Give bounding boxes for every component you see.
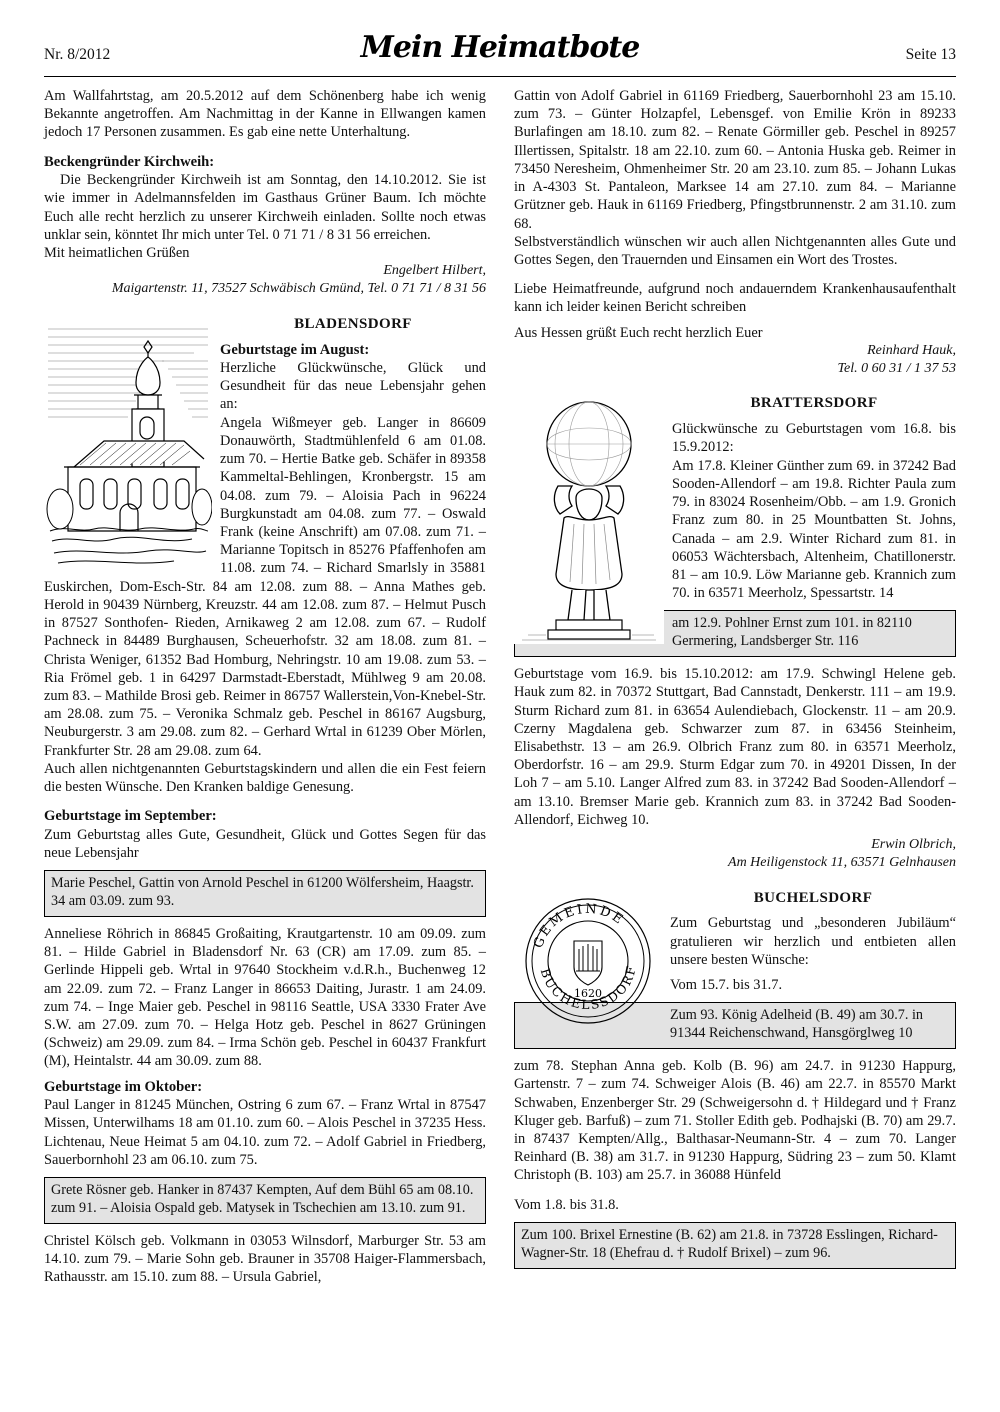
signature-name: Engelbert Hilbert, [383, 263, 486, 279]
left-column [44, 87, 486, 1286]
publication-title: Mein Heimatbote [360, 30, 640, 65]
masthead [44, 30, 956, 70]
two-column-body [44, 87, 956, 1286]
hauk-signature-name: Reinhard Hauk, [867, 342, 956, 358]
intro-paragraph: Am Wallfahrtstag, am 20.5.2012 auf dem Schönenberg habe ich wenig Bekannte angetroffen. Am Nachmittag in der Kanne in Ellwangen kamen jedoch 17 Personen zusammen. Es gab eine nette Unterhaltung. [44, 88, 486, 141]
oktober-highlight-box: Grete Rösner geb. Hanker in 87437 Kempten, Auf dem Bühl 65 am 08.10. zum 91. – Aloisia Ospald geb. Matysek in Tschechien am 13.10. zum 91. [44, 1177, 486, 1224]
statue-illustration [514, 394, 664, 644]
september-intro: Zum Geburtstag alles Gute, Gesundheit, Glück und Gottes Segen für das neue Lebensjahr [44, 826, 486, 861]
buchelsdorf-heading: BUCHELSDORF [753, 889, 873, 906]
august-closing: Auch allen nichtgenannten Geburtstagskindern und allen die ein Fest feiern die besten Wünsche. Den Kranken baldige Genesung. [44, 760, 486, 796]
continued-birthdays: Gattin von Adolf Gabriel in 61169 Friedberg, Sauerbornhohl 23 am 15.10. zum 73. – Günter Holzapfel, Lebensgef. von Emilie Krön in 89233 Burlafingen am 18.10. zum 82. – Renate Görmiller geb. Peschel in 89257 Illertissen, Spitalstr. 18 am 22.10. zum 60. – Antonia Huska geb. Reimer in 73450 Neresheim, Ohmenheimer Str. 20 am 23.10. zum 85. – Johann Lukas in A-4303 St. Pantaleon, Marksee 14 am 27.10. zum 84. – Marianne Grützner geb. Hauk in 61169 Friedberg, Pfingstbrunnenstr. 2 am 31.10. zum 68. [514, 88, 956, 232]
general-wishes: Selbstverständlich wünschen wir auch allen Nichtgenannten alles Gute und Gottes Segen, den Trauernden und Einsamen ein Wort des Trostes. [514, 233, 956, 268]
signature-address: Maigartenstr. 11, 73527 Schwäbisch Gmünd, Tel. 0 71 71 / 8 31 56 [111, 281, 486, 297]
september-heading: Geburtstage im September: [44, 808, 217, 825]
buchelsdorf-highlight-box-1: Zum 93. König Adelheid (B. 49) am 30.7. in 91344 Reichenschwand, Hansgörglweg 10 [514, 1002, 956, 1049]
september-body: Anneliese Röhrich in 86845 Großaiting, Krautgartenstr. 10 am 09.09. zum 81. – Hilde Gabriel in Bladensdorf Nr. 63 (CR) am 17.09. zum 85. – Gerlinde Hippeli geb. Wrtal in 97640 Stockheim v.d.R.h., Buchenweg 12 am 22.09. zum 72. – Franz Langer in 86653 Daiting, Jurastr. 1 am 24.09. zum 74. – Inge Maier geb. Peschel in 98116 Seattle, USA 3330 Frater Ave S.W. am 27.09. zum 70. – Helga Hotz geb. Peschel in 8627 Grüningen (Schweiz) am 29.09. zum 84. – Irma Schön geb. Peschel in 60437 Frankfurt (M), Heintalstr. 44 am 30.09. zum 88. [44, 925, 486, 1070]
masthead-rule [44, 76, 956, 77]
editor-note-2: Aus Hessen grüßt Euch recht herzlich Euer [514, 324, 763, 341]
page-number: Seite 13 [905, 46, 956, 63]
august-intro: Herzliche Glückwünsche, Glück und Gesundheit für das neue Lebensjahr gehen an: [220, 360, 486, 413]
editor-note-1: Liebe Heimatfreunde, aufgrund noch andauerndem Krankenhausaufenthalt kann ich leider keinen Bericht schreiben [514, 281, 956, 316]
september-highlight-box: Marie Peschel, Gattin von Arnold Peschel in 61200 Wölfersheim, Haagstr. 34 am 03.09. zum 93. [44, 870, 486, 917]
kirchweih-text: Die Beckengründer Kirchweih ist am Sonntag, den 14.10.2012. Sie ist wie immer in Adelmannsfelden im Gasthaus Grüner Baum. Ich möchte Euch alle recht herzlich zu unserer Kirchweih einladen. Sollte noch etwas unklar sein, könntet Ihr mich unter Tel. 0 71 71 / 8 31 56 erreichen. [44, 172, 486, 243]
municipal-seal-icon [514, 891, 662, 1031]
hauk-signature-tel: Tel. 0 60 31 / 1 37 53 [837, 361, 956, 377]
buchelsdorf-body: zum 78. Stephan Anna geb. Kolb (B. 96) am 24.7. in 91230 Happurg, Gartenstr. 7 – zum 74. Schweiger Alois (B. 46) am 22.7. in 85570 Markt Schwaben, Enzenberger Str. 29 (Schweigersohn d. † Hildegard und † Franz Kluger geb. Barfuß) – zum 71. Stoller Edith geb. Podhajski (B. 70) am 29.7. in 87437 Kempten/Allg., Balthasar-Neumann-Str. 4 – zum 70. Langer Reinhard (B. 38) am 31.7. in 91230 Happurg, Südring 23 – zum 50. Klamt Christoph (B. 103) am 25.7. in 36088 Hünfeld [514, 1058, 956, 1184]
bladensdorf-heading: BLADENSDORF [294, 315, 412, 332]
brattersdorf-body: Am 17.8. Kleiner Günther zum 69. in 37242 Bad Sooden-Allendorf – am 19.8. Richter Paula zum 79. in 83024 Rosenheim/Obb. – am 1.9. Gronich Franz zum 80. in 25 Mountbatten St. Johns, Canada – am 2.9. Winter Richard zum 81. in 06053 Wächtersbach, Altenheim, Chatillonerstr. 81 – am 10.9. Löw Marianne geb. Krannich zum 70. in 63571 Meerholz, Spessartstr. 14 [672, 457, 956, 602]
buchelsdorf-range-july: Vom 15.7. bis 31.7. [670, 977, 783, 994]
buchelsdorf-range-august: Vom 1.8. bis 31.8. [514, 1196, 619, 1213]
svg-text:1620: 1620 [574, 986, 602, 1000]
august-body: Angela Wißmeyer geb. Langer in 86609 Donauwörth, Stadtmühlenfeld 6 am 01.08. zum 70. – Hertie Batke geb. Schäfer in 89358 Kammeltal-Behlingen, Kronbergstr. 15 am 04.08. zum 79. – Aloisia Pach in 96224 Burgkunstadt am 04.08. zum 77. – Oswald Frank (keine Anschrift) am 07.08. zum 71. – Marianne Topitsch in 85276 Pfaffenhofen am 11.08. zum 74. – Richard Smarlsly in 35881 Euskirchen, Dom-Esch-Str. 84 am 12.08. zum 88. – Anna Mathes geb. Herold in 90439 Nürnberg, Kreuzstr. 44 am 12.08. zum 87. – Helmut Pusch in 87527 Sonthofen- Rieden, Arnikaweg 2 am 12.08. zum 67. – Rudolf Pachneck in 84489 Burghausen, Scheuerhofstr. 32 am 18.08. zum 81. – Christa Weniger, 61352 Bad Homburg, Nehringstr. 10 am 19.08. zum 53. – Ria Frömel geb. 1 in 64297 Darmstadt-Eberstadt, Mühlweg 9 am 20.08. zum 83. – Mathilde Brosi geb. Reimer in 86757 Wallerstein,Von-Knebel-Str. am 28.08. zum 75. – Veronika Schmalz geb. Peschel in 86167 Augsburg, Neuburgerstr. 3 am 29.08. zum 82. – Gerhard Wrtal in 61239 Ober Mörlen, Frankfurter Str. 28 am 29.08. zum 64. [44, 414, 486, 759]
buchelsdorf-highlight-box-2: Zum 100. Brixel Ernestine (B. 62) am 21.8. in 73728 Esslingen, Richard-Wagner-Str. 18 (Ehefrau d. † Rudolf Brixel) – zum 96. [514, 1222, 956, 1269]
church-illustration [44, 317, 212, 572]
kirchweih-heading: Beckengründer Kirchweih: [44, 153, 215, 170]
august-heading: Geburtstage im August: [220, 341, 370, 358]
brattersdorf-intro: Glückwünsche zu Geburtstagen vom 16.8. bis 15.9.2012: [672, 421, 956, 456]
olbrich-signature-address: Am Heiligenstock 11, 63571 Gelnhausen [728, 855, 956, 871]
greeting-line: Mit heimatlichen Grüßen [44, 244, 190, 261]
page-content [44, 30, 956, 1380]
oktober-body-continued: Christel Kölsch geb. Volkmann in 03053 Wilnsdorf, Marburger Str. 53 am 14.10. zum 79. – Marie Sohn geb. Brauner in 35708 Haiger-Flammersbach, Rathausstr. am 15.10. zum 88. – Ursula Gabriel, [44, 1232, 486, 1286]
brattersdorf-body-continued: Geburtstage vom 16.9. bis 15.10.2012: am 17.9. Schwingl Helene geb. Hauk zum 82. in 70372 Stuttgart, Bad Cannstadt, Denkerstr. 111 – am 19.9. Sturm Richard zum 81. in 63654 Aulendiebach, Glockenstr. 11 – am 20.9. Czerny Magdalena geb. Schwarzer zum 87. in 63456 Steinheim, Elisabethstr. 13 – am 26.9. Olbrich Franz zum 80. in 63571 Meerholz, Oberdorfstr. 16 – am 29.9. Sturm Edgar zum 70. in 49201 Dissen, In der Loh 7 – am 5.10. Langer Alfred zum 83. in 37242 Bad Sooden-Allendorf – am 13.10. Bremser Marie geb. Krannich zum 83. in 37242 Bad Sooden-Allendorf, Eichweg 10. [514, 666, 956, 828]
buchelsdorf-intro: Zum Geburtstag und „besonderen Jubiläum“ gratulieren wir herzlich und entbieten allen unsere besten Wünsche: [670, 915, 956, 968]
issue-number: Nr. 8/2012 [44, 46, 111, 63]
olbrich-signature-name: Erwin Olbrich, [871, 837, 956, 853]
brattersdorf-highlight-box: am 12.9. Pohlner Ernst zum 101. in 82110 Germering, Landsberger Str. 116 [514, 610, 956, 657]
svg-text:GEMEINDE: GEMEINDE [530, 901, 628, 950]
brattersdorf-heading: BRATTERSDORF [750, 395, 878, 412]
right-column [514, 87, 956, 1277]
oktober-heading: Geburtstage im Oktober: [44, 1078, 203, 1095]
oktober-body: Paul Langer in 81245 München, Ostring 6 zum 67. – Franz Wrtal in 87547 Missen, Unterwilhams 18 am 01.10. zum 60. – Alois Peschel in 37235 Hess. Lichtenau, Neue Heimat 5 am 04.10. zum 72. – Adolf Gabriel in Friedberg, Sauerbornhohl 23 am 06.10. zum 75. [44, 1097, 486, 1168]
svg-text:BUCHELSSDORF: BUCHELSSDORF [537, 962, 640, 1012]
